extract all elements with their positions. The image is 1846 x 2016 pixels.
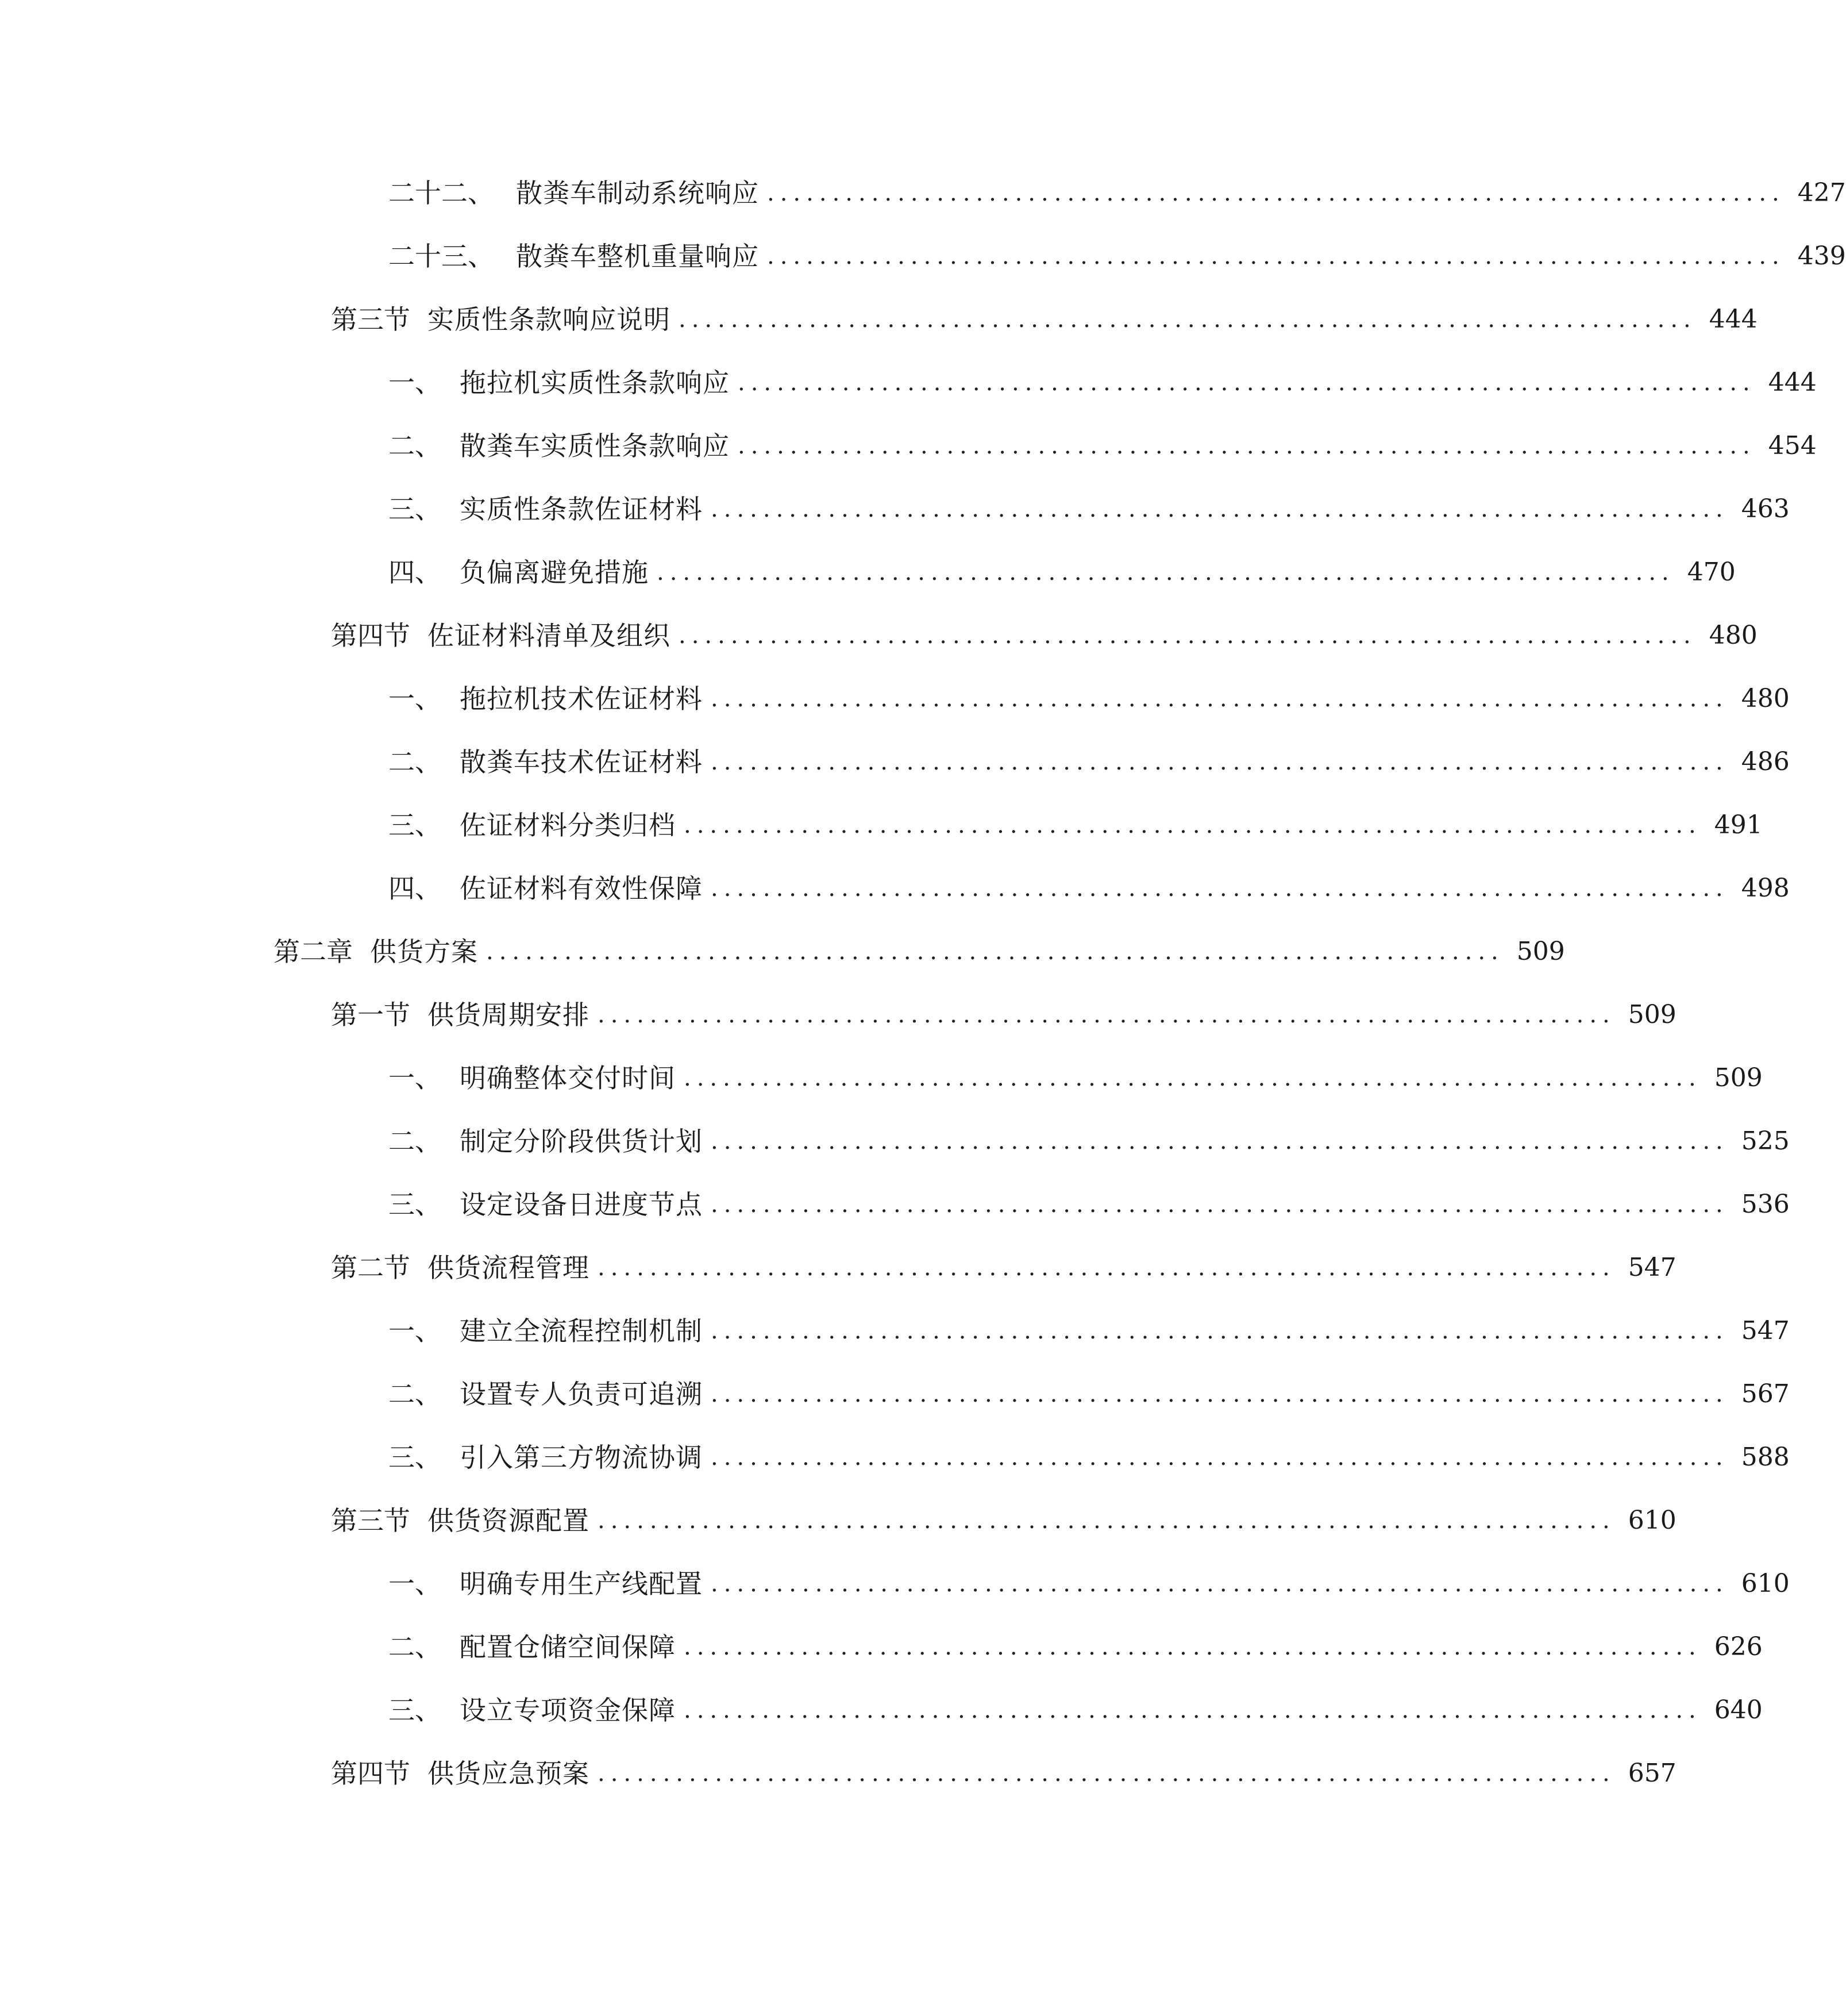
toc-entry[interactable] [388,1371,1790,1417]
toc-entry-title: 设定设备日进度节点 [460,1189,703,1220]
toc-entry-page: 610 [1628,1506,1677,1535]
toc-entry-page: 480 [1709,621,1758,650]
toc-entry-number: 二、 [388,1379,441,1410]
toc-entry-title: 供货流程管理 [427,1252,589,1283]
toc-entry[interactable] [331,613,1758,659]
dot-leader: .............................................................................. [657,559,1675,586]
dot-leader: .............................................................................. [711,1444,1729,1471]
toc-entry-title: 明确整体交付时间 [460,1063,676,1094]
toc-entry-number: 一、 [388,683,441,714]
toc-entry-page: 640 [1714,1695,1763,1725]
toc-entry-title: 制定分阶段供货计划 [460,1126,703,1157]
toc-entry-title: 建立全流程控制机制 [460,1315,703,1346]
dot-leader: .............................................................................. [711,1381,1729,1407]
dot-leader: .............................................................................. [711,1128,1729,1155]
toc-entry[interactable] [388,802,1763,848]
toc-entry[interactable] [331,297,1758,343]
toc-entry-title: 明确专用生产线配置 [460,1568,703,1599]
dot-leader: .............................................................................. [711,875,1729,902]
toc-entry-title: 设置专人负责可追溯 [460,1379,703,1410]
toc-entry[interactable] [331,1750,1677,1796]
toc-entry-page: 427 [1797,178,1846,207]
toc-entry-title: 配置仓储空间保障 [460,1632,676,1663]
toc-entry[interactable] [388,549,1736,595]
dot-leader: .............................................................................. [679,622,1697,649]
toc-entry[interactable] [388,739,1790,785]
toc-entry-title: 散粪车整机重量响应 [516,241,759,272]
toc-entry-title: 供货资源配置 [427,1505,589,1536]
toc-entry-page: 547 [1628,1253,1677,1282]
toc-entry-number: 三、 [388,1442,441,1473]
toc-entry[interactable] [388,486,1790,532]
toc-entry-number: 第二章 [273,936,353,967]
toc-entry-number: 一、 [388,1568,441,1599]
toc-entry[interactable] [388,865,1790,911]
toc-entry-title: 引入第三方物流协调 [460,1442,703,1473]
toc-entry[interactable] [331,1245,1677,1291]
dot-leader: .............................................................................. [486,938,1504,965]
toc-entry[interactable] [273,929,1565,975]
toc-entry-title: 散粪车实质性条款响应 [460,430,730,461]
toc-entry-page: 547 [1741,1316,1790,1345]
toc-entry[interactable] [388,233,1846,279]
toc-entry-page: 509 [1714,1063,1763,1092]
toc-entry-title: 散粪车技术佐证材料 [460,747,703,778]
toc-entry-number: 三、 [388,1189,441,1220]
dot-leader: .............................................................................. [598,1255,1616,1281]
dot-leader: .............................................................................. [684,1634,1702,1660]
toc-entry-page: 454 [1768,431,1817,460]
dot-leader: .............................................................................. [679,306,1697,333]
toc-entry[interactable] [388,1434,1790,1480]
toc-entry-page: 509 [1516,937,1565,966]
dot-leader: .............................................................................. [767,243,1785,270]
toc-entry-number: 三、 [388,810,441,841]
dot-leader: .............................................................................. [711,1571,1729,1597]
toc-entry-number: 一、 [388,1063,441,1094]
toc-entry[interactable] [388,1055,1763,1101]
toc-entry-number: 第四节 [331,620,410,651]
toc-entry[interactable] [388,360,1817,406]
toc-entry-page: 444 [1709,305,1758,334]
toc-entry[interactable] [331,1498,1677,1544]
toc-entry-page: 525 [1741,1126,1790,1156]
dot-leader: .............................................................................. [598,1507,1616,1534]
toc-entry-title: 负偏离避免措施 [460,557,649,588]
toc-entry[interactable] [388,1561,1790,1607]
toc-entry-title: 佐证材料清单及组织 [427,620,670,651]
dot-leader: .............................................................................. [711,686,1729,712]
dot-leader: .............................................................................. [684,1065,1702,1091]
toc-entry-number: 第三节 [331,1505,410,1536]
toc-entry-page: 509 [1628,1000,1677,1029]
toc-entry-number: 一、 [388,1315,441,1346]
toc-entry-page: 480 [1741,684,1790,713]
toc-entry-page: 486 [1741,747,1790,776]
toc-entry-number: 第三节 [331,304,410,335]
toc-entry-page: 463 [1741,494,1790,524]
toc-entry-number: 二、 [388,747,441,778]
toc-entry-page: 567 [1741,1379,1790,1409]
dot-leader: .............................................................................. [767,180,1785,206]
toc-entry[interactable] [388,1118,1790,1164]
toc-entry[interactable] [388,170,1846,216]
dot-leader: .............................................................................. [598,1002,1616,1028]
toc-entry-page: 657 [1628,1759,1677,1788]
toc-entry-title: 拖拉机技术佐证材料 [460,683,703,714]
toc-entry[interactable] [388,676,1790,722]
toc-entry-page: 498 [1741,874,1790,903]
toc-entry[interactable] [331,992,1677,1038]
toc-entry-number: 第一节 [331,999,410,1030]
dot-leader: .............................................................................. [598,1760,1616,1787]
toc-entry[interactable] [388,1687,1763,1733]
dot-leader: .............................................................................. [684,1697,1702,1723]
toc-entry-number: 二、 [388,430,441,461]
toc-entry-page: 626 [1714,1632,1763,1661]
toc-entry-title: 设立专项资金保障 [460,1695,676,1726]
toc-entry-number: 三、 [388,1695,441,1726]
dot-leader: .............................................................................. [711,749,1729,775]
dot-leader: .............................................................................. [738,370,1756,396]
toc-entry-page: 444 [1768,368,1817,397]
toc-entry-number: 第四节 [331,1758,410,1789]
toc-entry-page: 536 [1741,1190,1790,1219]
dot-leader: .............................................................................. [684,812,1702,838]
toc-entry[interactable] [388,1624,1763,1670]
toc-entry-title: 实质性条款响应说明 [427,304,670,335]
toc-entry[interactable] [388,423,1817,469]
toc-entry-title: 供货应急预案 [427,1758,589,1789]
toc-entry-number: 四、 [388,557,441,588]
toc-entry-number: 第二节 [331,1252,410,1283]
toc-entry[interactable] [388,1308,1790,1354]
toc-entry-page: 470 [1687,557,1736,587]
toc-entry-title: 拖拉机实质性条款响应 [460,367,730,398]
toc-entry[interactable] [388,1182,1790,1228]
dot-leader: .............................................................................. [711,1318,1729,1344]
toc-entry-title: 佐证材料分类归档 [460,810,676,841]
toc-entry-page: 491 [1714,810,1763,840]
toc-entry-page: 610 [1741,1569,1790,1598]
toc-entry-title: 散粪车制动系统响应 [516,178,759,209]
toc-entry-title: 实质性条款佐证材料 [460,494,703,525]
toc-entry-number: 一、 [388,367,441,398]
dot-leader: .............................................................................. [738,433,1756,459]
toc-entry-page: 439 [1797,241,1846,271]
toc-entry-number: 三、 [388,494,441,525]
toc-entry-title: 供货周期安排 [427,999,589,1030]
toc-entry-title: 供货方案 [370,936,478,967]
toc-entry-number: 二、 [388,1126,441,1157]
toc-entry-number: 二十三、 [388,241,494,272]
toc-entry-number: 二十二、 [388,178,494,209]
dot-leader: .............................................................................. [711,1191,1729,1218]
toc-entry-number: 四、 [388,873,441,904]
toc-entry-number: 二、 [388,1632,441,1663]
dot-leader: .............................................................................. [711,496,1729,522]
toc-entry-page: 588 [1741,1442,1790,1472]
toc-entry-title: 佐证材料有效性保障 [460,873,703,904]
